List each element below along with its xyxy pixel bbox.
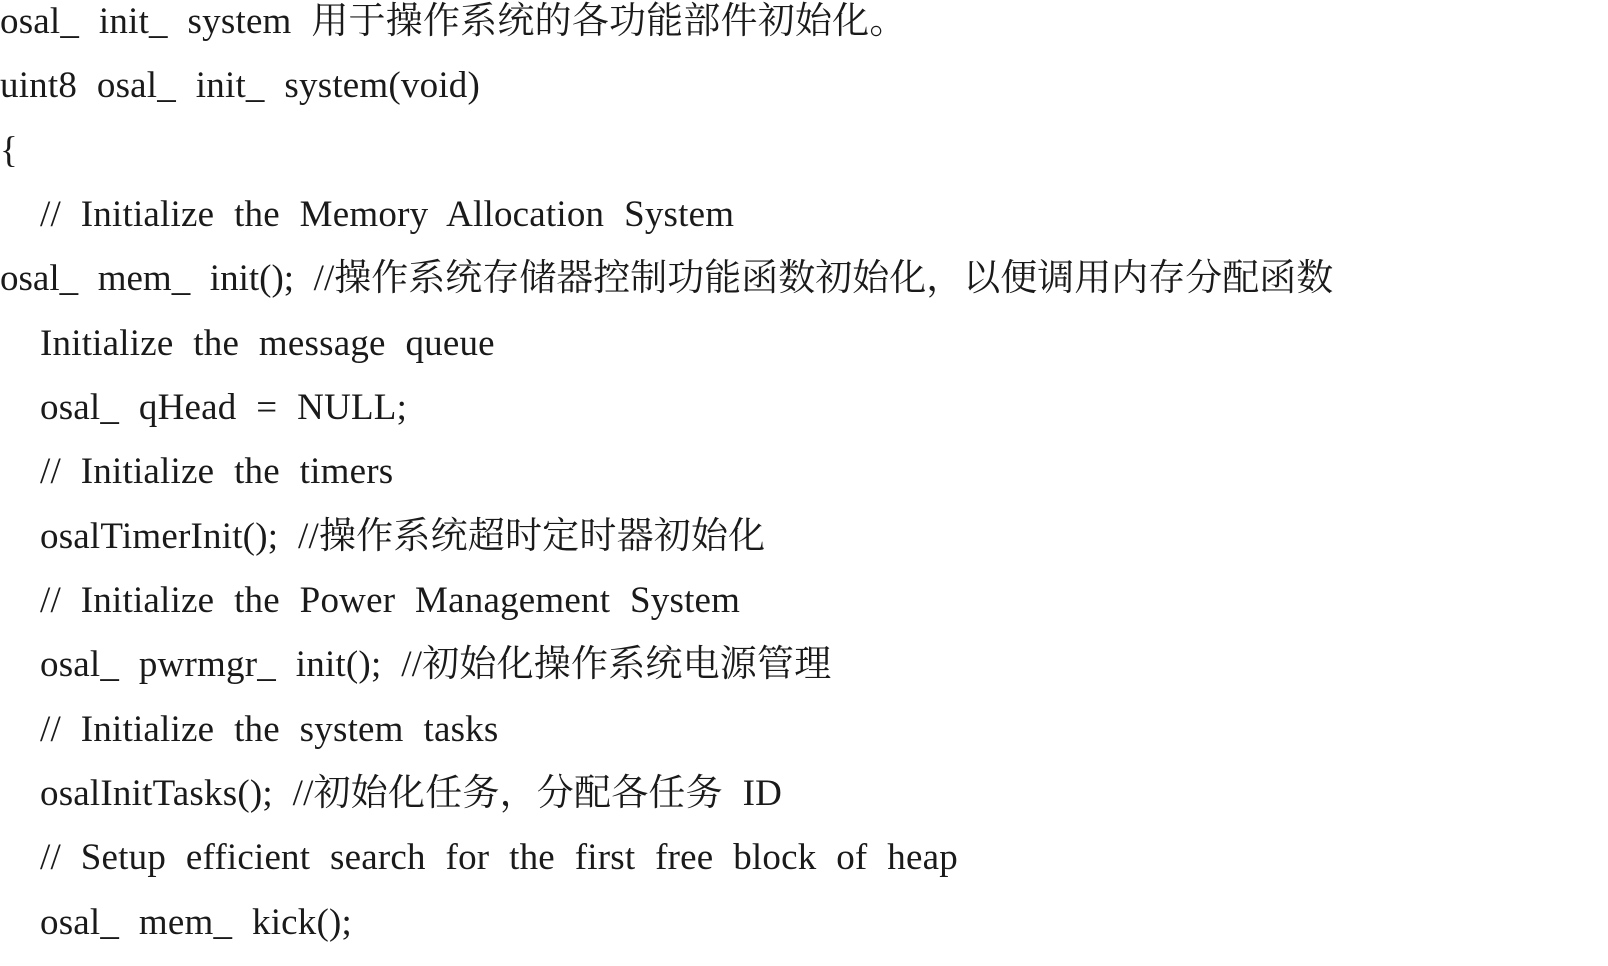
intro-line: osal_ init_ system 用于操作系统的各功能部件初始化。 xyxy=(0,1,907,42)
code-mem-kick: osal_ mem_ kick(); xyxy=(40,902,353,943)
code-mem-init: osal_ mem_ init(); //操作系统存储器控制功能函数初始化，以便调用内存分配函数 xyxy=(0,258,1334,299)
code-pwrmgr-init: osal_ pwrmgr_ init(); //初始化操作系统电源管理 xyxy=(40,644,832,685)
code-timer-init: osalTimerInit(); //操作系统超时定时器初始化 xyxy=(40,516,766,557)
comment-timers: // Initialize the timers xyxy=(40,451,394,492)
code-init-tasks: osalInitTasks(); //初始化任务，分配各任务 ID xyxy=(40,773,783,814)
open-brace: { xyxy=(0,130,18,171)
comment-heap-search: // Setup efficient search for the first free block of heap xyxy=(40,837,958,878)
comment-power-management: // Initialize the Power Management System xyxy=(40,580,741,621)
comment-system-tasks: // Initialize the system tasks xyxy=(40,709,499,750)
code-qhead: osal_ qHead = NULL; xyxy=(40,387,408,428)
function-signature: uint8 osal_ init_ system(void) xyxy=(0,65,481,106)
comment-message-queue: Initialize the message queue xyxy=(40,323,495,364)
comment-memory-allocation: // Initialize the Memory Allocation System xyxy=(40,194,735,235)
